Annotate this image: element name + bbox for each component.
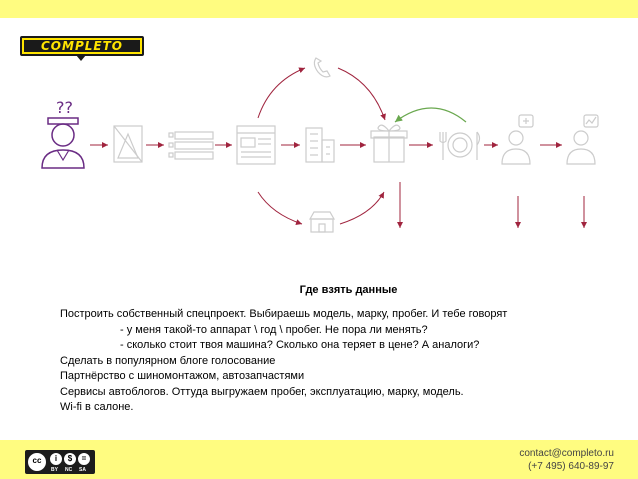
meal-plate-icon <box>440 132 480 160</box>
feedback-arrow <box>395 108 466 122</box>
creative-commons-badge[interactable] <box>25 450 95 474</box>
cc-label-sa: SA <box>79 467 86 473</box>
flow-arrows <box>90 68 584 228</box>
cc-label-by: BY <box>51 467 58 473</box>
text-line: Сделать в популярном блоге голосование <box>60 354 276 367</box>
logo-text: COMPLETO <box>41 39 123 53</box>
section-heading: Где взять данные <box>299 284 398 296</box>
text-line: Wi-fi в салоне. <box>60 401 134 413</box>
question-marks: ?? <box>56 98 73 117</box>
image-placeholder-icon <box>114 126 142 162</box>
cc-icon: cc <box>27 452 47 472</box>
text-line: Партнёрство с шиномонтажом, автозапчастями <box>60 370 305 382</box>
body-text <box>60 307 630 416</box>
gift-box-icon <box>371 125 407 162</box>
contact-phone[interactable]: (+7 495) 640-89-97 <box>528 461 614 472</box>
chart-user-icon <box>567 115 598 164</box>
phone-icon <box>314 58 330 77</box>
attribution-icon: i <box>49 452 63 466</box>
text-line: Построить собственный спецпроект. Выбираешь модель, марку, пробег. И тебе говорят <box>60 308 508 320</box>
office-building-icon <box>306 128 334 162</box>
list-form-icon <box>169 132 213 159</box>
contact-email[interactable]: contact@completo.ru <box>519 448 614 459</box>
process-diagram <box>0 40 638 280</box>
text-line: - у меня такой-то аппарат \ год \ пробег. Не пора ли менять? <box>120 323 428 336</box>
sharealike-icon: = <box>77 452 91 466</box>
shop-icon <box>310 212 334 232</box>
top-band <box>0 0 638 18</box>
cc-label-nc: NC <box>65 467 73 473</box>
text-line: Сервисы автоблогов. Оттуда выгружаем пробег, эксплуатацию, марку, модель. <box>60 385 464 398</box>
browser-window-icon <box>237 126 275 164</box>
noncommercial-icon: $ <box>63 452 77 466</box>
confused-user-icon <box>42 98 84 168</box>
text-line: - сколько стоит твоя машина? Сколько она теряет в цене? А аналоги? <box>120 339 480 351</box>
contact-info <box>519 447 614 473</box>
doctor-icon <box>502 115 533 164</box>
